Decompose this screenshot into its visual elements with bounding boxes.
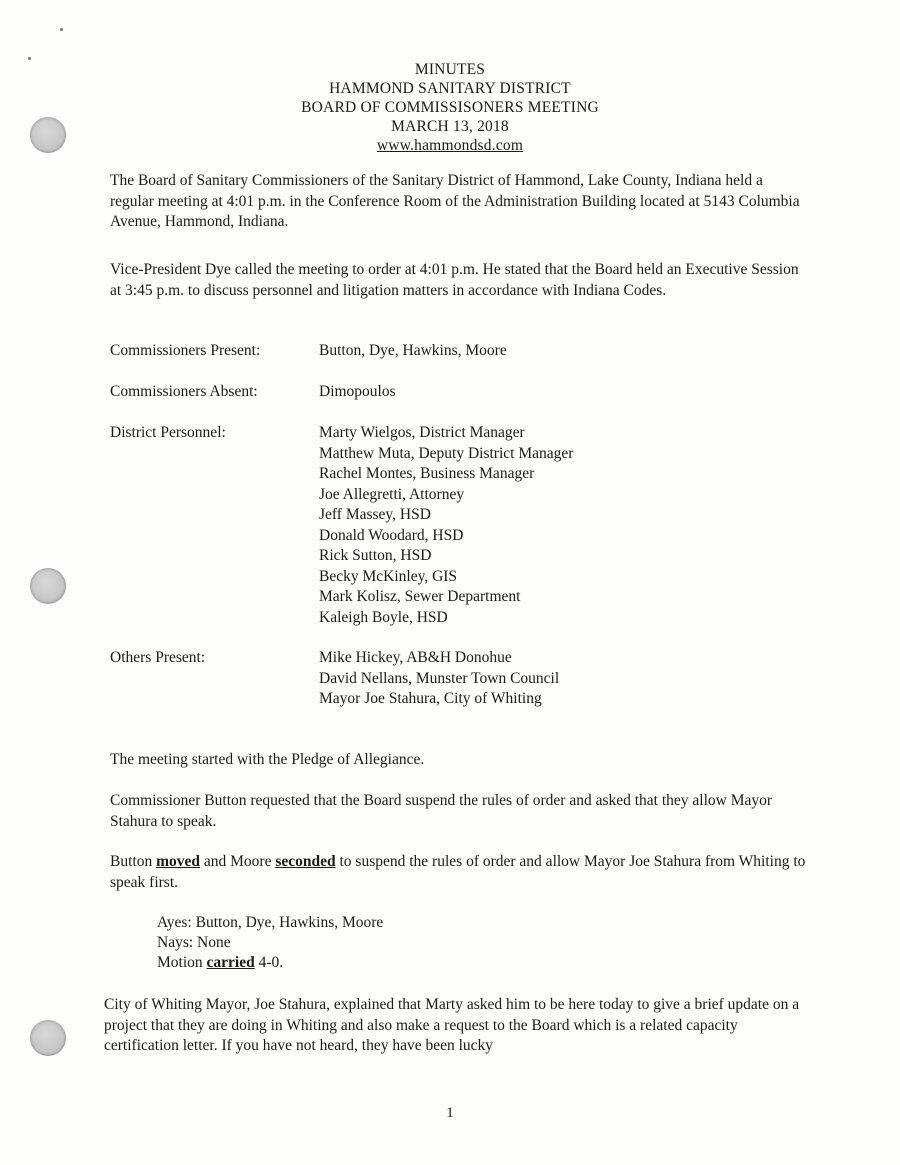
district-personnel-label: District Personnel: bbox=[110, 424, 226, 441]
list-item: Kaleigh Boyle, HSD bbox=[319, 608, 448, 626]
list-item: Rachel Montes, Business Manager bbox=[319, 465, 535, 482]
list-item: Mark Kolisz, Sewer Department bbox=[319, 588, 521, 605]
list-item: Mike Hickey, AB&H Donohue bbox=[319, 649, 512, 666]
others-present-label: Others Present: bbox=[110, 649, 206, 666]
carried-keyword: carried bbox=[206, 954, 255, 971]
scan-speck bbox=[60, 28, 63, 31]
list-item: Rick Sutton, HSD bbox=[319, 547, 432, 564]
punch-hole-bottom bbox=[30, 1020, 66, 1056]
header-organization: HAMMOND SANITARY DISTRICT bbox=[329, 80, 571, 97]
mayor-update-paragraph: City of Whiting Mayor, Joe Stahura, explained that Marty asked him to be here today to give a brief update on a project that they are doing in Whiting and also make a request to the Board which is a related capacity certification letter. If you have not heard, they have been lucky bbox=[104, 996, 800, 1054]
header-url-link[interactable]: www.hammondsd.com bbox=[376, 137, 524, 154]
district-personnel-list bbox=[319, 423, 573, 628]
punch-hole-middle bbox=[30, 568, 66, 604]
commissioners-absent-label: Commissioners Absent: bbox=[110, 383, 258, 400]
pledge-paragraph: The meeting started with the Pledge of Allegiance. bbox=[110, 751, 425, 768]
list-item: Marty Wielgos, District Manager bbox=[319, 424, 525, 441]
motion-paragraph: Button moved and Moore seconded to suspend the rules of order and allow Mayor Joe Stahura from Whiting to speak first. bbox=[110, 853, 806, 891]
moved-keyword: moved bbox=[156, 853, 200, 870]
vote-ayes: Ayes: Button, Dye, Hawkins, Moore bbox=[157, 914, 384, 931]
list-item: Mayor Joe Stahura, City of Whiting bbox=[319, 690, 542, 707]
vote-result: Motion carried 4-0. bbox=[157, 954, 284, 971]
header-title: MINUTES bbox=[414, 61, 486, 78]
list-item: Jeff Massey, HSD bbox=[319, 506, 431, 523]
others-present-list bbox=[319, 648, 559, 710]
list-item: Matthew Muta, Deputy District Manager bbox=[319, 444, 574, 462]
header-date: MARCH 13, 2018 bbox=[391, 118, 509, 135]
request-paragraph: Commissioner Button requested that the Board suspend the rules of order and asked that they allow Mayor Stahura to speak. bbox=[110, 792, 773, 830]
list-item: Donald Woodard, HSD bbox=[319, 526, 464, 544]
seconded-keyword: seconded bbox=[275, 853, 336, 870]
commissioners-present-value: Button, Dye, Hawkins, Moore bbox=[319, 342, 507, 359]
commissioners-present-label: Commissioners Present: bbox=[110, 342, 261, 359]
list-item: Becky McKinley, GIS bbox=[319, 567, 458, 585]
intro-paragraph: The Board of Sanitary Commissioners of the Sanitary District of Hammond, Lake County, Indiana held a regular meeting at 4:01 p.m. in the Conference Room of the Administration Building located at 5143 Columbia Avenue, Hammond, Indiana. bbox=[110, 172, 800, 230]
document-header bbox=[0, 60, 900, 155]
header-meeting: BOARD OF COMMISSISONERS MEETING bbox=[301, 99, 599, 116]
list-item: Joe Allegretti, Attorney bbox=[319, 485, 465, 503]
vote-nays: Nays: None bbox=[157, 934, 231, 951]
call-to-order-paragraph: Vice-President Dye called the meeting to order at 4:01 p.m. He stated that the Board held an Executive Session at 3:45 p.m. to discuss personnel and litigation matters in accordance with Indiana Codes. bbox=[110, 261, 799, 299]
commissioners-absent-value: Dimopoulos bbox=[319, 383, 396, 400]
list-item: David Nellans, Munster Town Council bbox=[319, 669, 560, 687]
page-number: 1 bbox=[446, 1105, 454, 1121]
